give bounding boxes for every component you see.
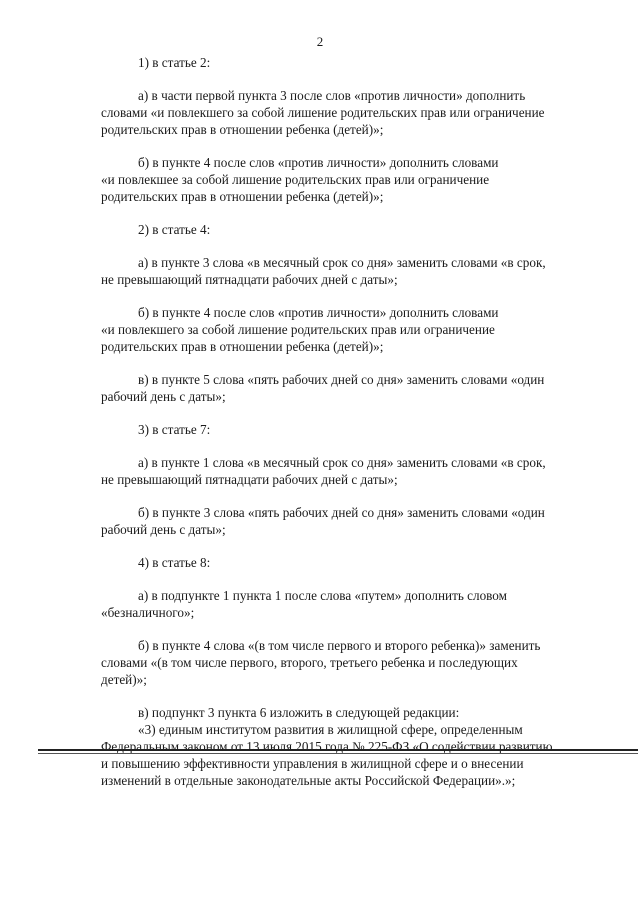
paragraph-article-4-a: а) в пункте 3 слова «в месячный срок со дня» заменить словами «в срок, не превышающий пятнадцати рабочих дней с даты»; xyxy=(101,255,546,287)
footer-divider xyxy=(38,749,638,751)
paragraph-article-8-v-quote: «3) единым институтом развития в жилищной сфере, определенным Федеральным законом от 13 июля 2015 года № 225-ФЗ «О содействии развитию и повышению эффективности управления в жилищной сфере и о внесении изменений в отдельные законодательные акты Российской Федерации».»; xyxy=(101,722,553,788)
paragraph-article-4-heading: 2) в статье 4: xyxy=(138,222,211,237)
page-number: 2 xyxy=(316,34,324,49)
document-body xyxy=(101,54,603,805)
paragraph-article-2-heading: 1) в статье 2: xyxy=(138,55,211,70)
paragraph-article-7-heading: 3) в статье 7: xyxy=(138,422,211,437)
paragraph-article-8-v: в) подпункт 3 пункта 6 изложить в следующей редакции: xyxy=(138,705,460,720)
footer-divider-secondary xyxy=(38,753,638,754)
paragraph-article-4-v: в) в пункте 5 слова «пять рабочих дней со дня» заменить словами «один рабочий день с даты»; xyxy=(101,372,545,404)
paragraph-article-8-b: б) в пункте 4 слова «(в том числе первого и второго ребенка)» заменить словами «(в том числе первого, второго, третьего ребенка и последующих детей)»; xyxy=(101,638,541,687)
paragraph-article-4-b: б) в пункте 4 после слов «против личности» дополнить словами «и повлекшего за собой лишение родительских прав или ограничение родительских прав в отношении ребенка (детей)»; xyxy=(101,305,499,354)
paragraph-article-2-b: б) в пункте 4 после слов «против личности» дополнить словами «и повлекшее за собой лишение родительских прав или ограничение родительских прав в отношении ребенка (детей)»; xyxy=(101,155,499,204)
paragraph-article-2-a: а) в части первой пункта 3 после слов «против личности» дополнить словами «и повлекшего за собой лишение родительских прав или ограничение родительских прав в отношении ребенка (детей)»; xyxy=(101,88,545,137)
paragraph-article-8-heading: 4) в статье 8: xyxy=(138,555,211,570)
paragraph-article-7-b: б) в пункте 3 слова «пять рабочих дней со дня» заменить словами «один рабочий день с даты»; xyxy=(101,505,545,537)
paragraph-article-8-a: а) в подпункте 1 пункта 1 после слова «путем» дополнить словом «безналичного»; xyxy=(101,588,507,620)
paragraph-article-7-a: а) в пункте 1 слова «в месячный срок со дня» заменить словами «в срок, не превышающий пятнадцати рабочих дней с даты»; xyxy=(101,455,546,487)
